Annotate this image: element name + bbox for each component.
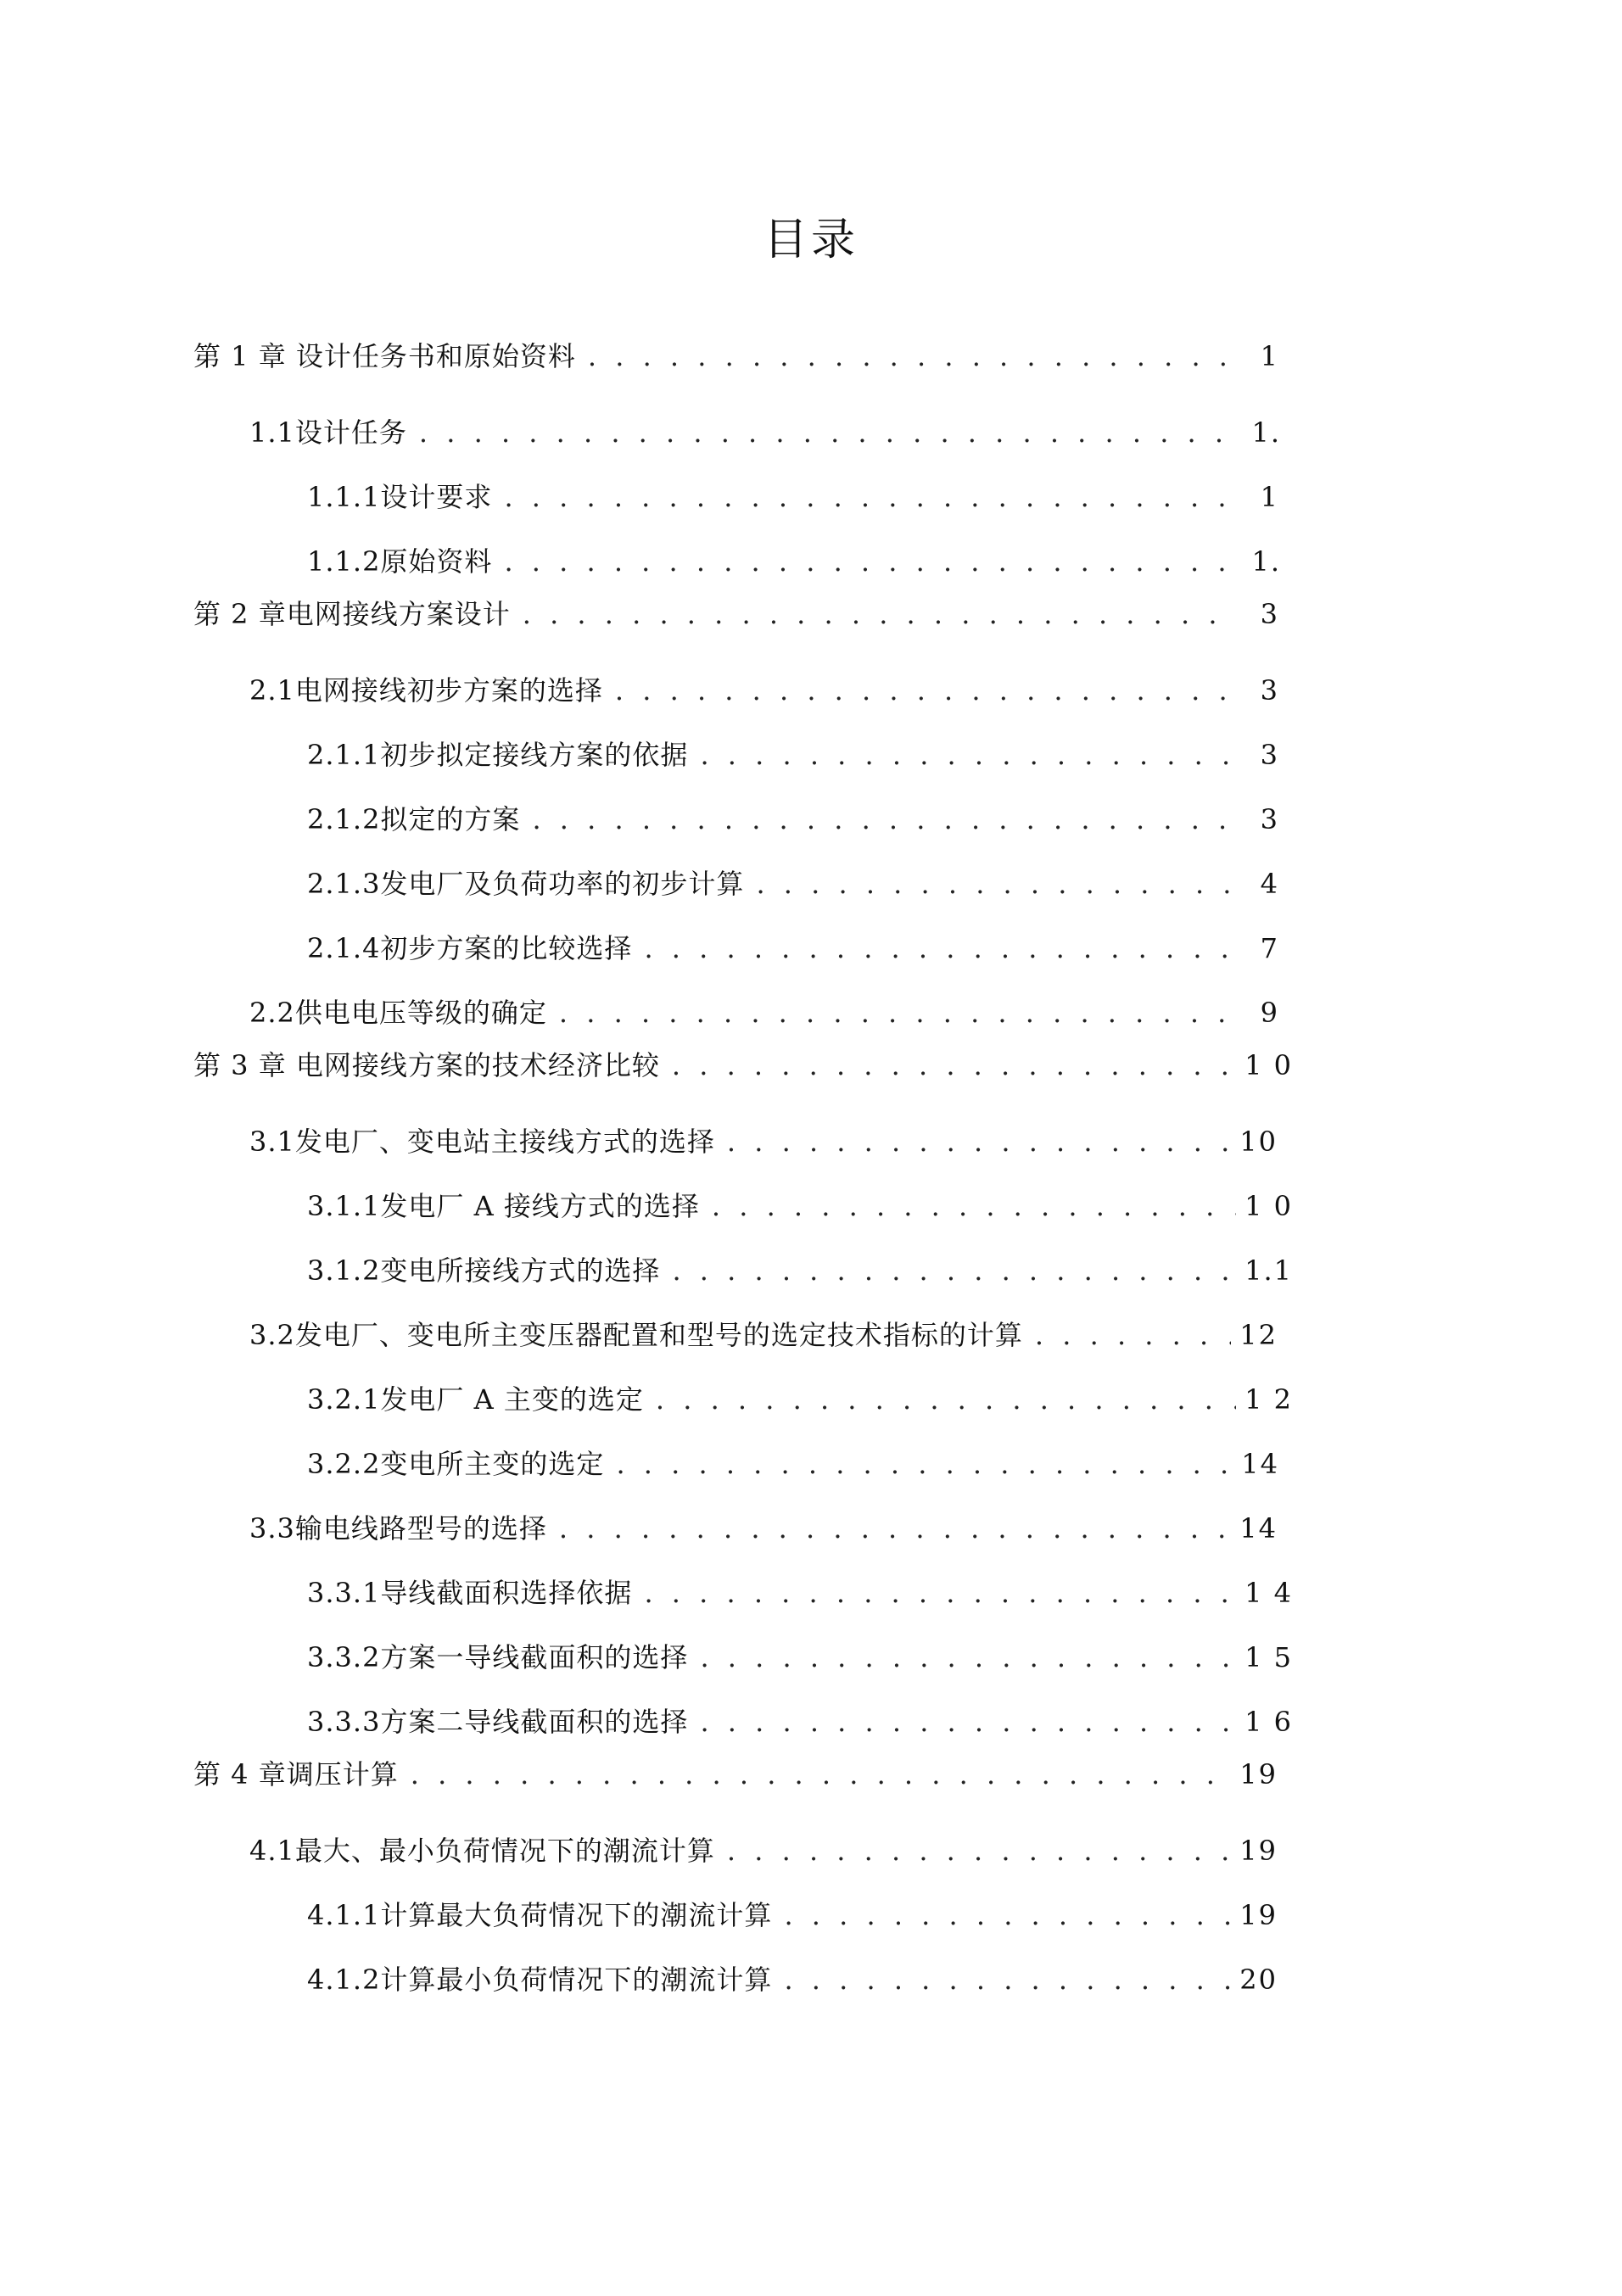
toc-leader-dots <box>504 478 1237 516</box>
toc-entry-page: 3 <box>1260 803 1279 835</box>
toc-leader-dots <box>532 801 1237 838</box>
toc-entry-page: 14 <box>1239 1512 1278 1545</box>
toc-entry-label: 第 2 章电网接线方案设计 <box>193 598 511 630</box>
toc-entry-page: 1 0 <box>1244 1190 1293 1222</box>
toc-entry-label: 3.1.1发电厂 A 接线方式的选择 <box>307 1190 700 1222</box>
toc-entry[interactable] <box>307 1252 1293 1289</box>
toc-entry-page: 3 <box>1260 674 1279 707</box>
toc-entry[interactable] <box>307 736 1279 774</box>
toc-entry-page: 1. <box>1251 416 1281 449</box>
toc-leader-dots <box>712 1187 1236 1225</box>
toc-entry[interactable] <box>249 1123 1278 1160</box>
toc-entry-label: 2.2供电电压等级的确定 <box>249 997 547 1029</box>
toc-entry[interactable] <box>193 338 1279 375</box>
toc-entry[interactable] <box>193 595 1279 633</box>
toc-entry[interactable] <box>307 930 1279 967</box>
toc-entry-label: 2.1.3发电厂及负荷功率的初步计算 <box>307 868 745 900</box>
toc-entry[interactable] <box>307 478 1279 516</box>
toc-leader-dots <box>672 1047 1236 1084</box>
toc-leader-dots <box>644 1574 1236 1612</box>
toc-leader-dots <box>523 595 1237 633</box>
toc-entry-page: 1 2 <box>1244 1383 1293 1416</box>
toc-entry-label: 第 4 章调压计算 <box>193 1758 399 1790</box>
toc-entry[interactable] <box>249 994 1279 1031</box>
toc-leader-dots <box>727 1123 1231 1160</box>
toc-entry-page: 12 <box>1239 1319 1278 1351</box>
toc-leader-dots <box>700 1639 1236 1676</box>
toc-entry-label: 4.1.1计算最大负荷情况下的潮流计算 <box>307 1899 773 1931</box>
toc-entry-label: 2.1.1初步拟定接线方案的依据 <box>307 739 689 771</box>
toc-leader-dots <box>411 1756 1232 1793</box>
toc-entry-label: 4.1.2计算最小负荷情况下的潮流计算 <box>307 1964 773 1996</box>
toc-entry-label: 3.3.1导线截面积选择依据 <box>307 1577 633 1609</box>
toc-entry-label: 1.1设计任务 <box>249 416 407 449</box>
toc-leader-dots <box>559 1510 1231 1547</box>
toc-entry-label: 2.1电网接线初步方案的选择 <box>249 674 603 707</box>
toc-leader-dots <box>756 865 1237 902</box>
toc-entry-label: 3.1.2变电所接线方式的选择 <box>307 1254 661 1287</box>
toc-entry[interactable] <box>307 865 1279 902</box>
toc-entry[interactable] <box>307 1897 1278 1934</box>
toc-entry-page: 1 6 <box>1244 1706 1293 1738</box>
toc-entry-page: 19 <box>1239 1835 1278 1867</box>
toc-entry[interactable] <box>307 1574 1293 1612</box>
toc-leader-dots <box>672 1252 1236 1289</box>
toc-entry-page: 9 <box>1260 997 1279 1029</box>
toc-leader-dots <box>700 736 1237 774</box>
toc-leader-dots <box>615 672 1237 709</box>
toc-leader-dots <box>784 1897 1231 1934</box>
toc-entry[interactable] <box>307 1961 1278 1998</box>
toc-entry-label: 2.1.2拟定的方案 <box>307 803 521 835</box>
toc-entry-label: 3.2.2变电所主变的选定 <box>307 1448 605 1480</box>
toc-entry-page: 1 <box>1260 340 1279 372</box>
toc-entry[interactable] <box>249 414 1281 451</box>
toc-entry-label: 3.1发电厂、变电站主接线方式的选择 <box>249 1126 715 1158</box>
toc-entry-page: 3 <box>1260 598 1279 630</box>
toc-entry-page: 4 <box>1260 868 1279 900</box>
toc-entry-label: 3.3.3方案二导线截面积的选择 <box>307 1706 689 1738</box>
toc-leader-dots <box>784 1961 1231 1998</box>
toc-entry[interactable] <box>307 1381 1293 1418</box>
toc-entry[interactable] <box>307 543 1281 580</box>
toc-entry-page: 20 <box>1239 1964 1278 1996</box>
toc-entry-page: 1 <box>1260 481 1279 513</box>
toc-leader-dots <box>616 1445 1233 1483</box>
toc-entry-label: 2.1.4初步方案的比较选择 <box>307 932 633 964</box>
toc-entry-label: 1.1.1设计要求 <box>307 481 493 513</box>
toc-leader-dots <box>1035 1316 1231 1354</box>
toc-entry-label: 第 3 章 电网接线方案的技术经济比较 <box>193 1049 660 1081</box>
toc-entry-label: 4.1最大、最小负荷情况下的潮流计算 <box>249 1835 715 1867</box>
toc-entry-label: 3.2.1发电厂 A 主变的选定 <box>307 1383 644 1416</box>
toc-entry-page: 19 <box>1239 1899 1278 1931</box>
toc-leader-dots <box>588 338 1237 375</box>
toc-entry-page: 1 0 <box>1244 1049 1293 1081</box>
toc-entry[interactable] <box>249 1832 1278 1869</box>
toc-entry[interactable] <box>249 672 1279 709</box>
toc-entry-page: 14 <box>1241 1448 1279 1480</box>
toc-entry[interactable] <box>307 801 1279 838</box>
toc-entry-page: 1 5 <box>1244 1641 1293 1673</box>
toc-entry[interactable] <box>249 1316 1278 1354</box>
toc-leader-dots <box>504 543 1239 580</box>
toc-leader-dots <box>644 930 1237 967</box>
toc-entry[interactable] <box>193 1756 1278 1793</box>
toc-entry-page: 19 <box>1239 1758 1278 1790</box>
toc-entry-label: 3.3输电线路型号的选择 <box>249 1512 547 1545</box>
toc-leader-dots <box>419 414 1239 451</box>
toc-entry[interactable] <box>193 1047 1293 1084</box>
toc-leader-dots <box>559 994 1237 1031</box>
toc-entry-page: 10 <box>1239 1126 1278 1158</box>
toc-entry-page: 1. <box>1251 545 1281 578</box>
toc-entry-page: 3 <box>1260 739 1279 771</box>
toc-entry[interactable] <box>249 1510 1278 1547</box>
toc-entry-label: 1.1.2原始资料 <box>307 545 493 578</box>
toc-entry-label: 第 1 章 设计任务书和原始资料 <box>193 340 576 372</box>
toc-entry-page: 1 4 <box>1244 1577 1293 1609</box>
toc-leader-dots <box>656 1381 1236 1418</box>
page-title: 目录 <box>763 215 859 265</box>
toc-entry-label: 3.3.2方案一导线截面积的选择 <box>307 1641 689 1673</box>
toc-entry-page: 7 <box>1260 932 1279 964</box>
toc-entry[interactable] <box>307 1445 1279 1483</box>
toc-entry-page: 1.1 <box>1244 1254 1293 1287</box>
toc-entry-label: 3.2发电厂、变电所主变压器配置和型号的选定技术指标的计算 <box>249 1319 1023 1351</box>
toc-leader-dots <box>727 1832 1231 1869</box>
toc-entry[interactable] <box>307 1639 1293 1676</box>
toc-entry[interactable] <box>307 1703 1293 1740</box>
toc-leader-dots <box>700 1703 1236 1740</box>
toc-entry[interactable] <box>307 1187 1293 1225</box>
